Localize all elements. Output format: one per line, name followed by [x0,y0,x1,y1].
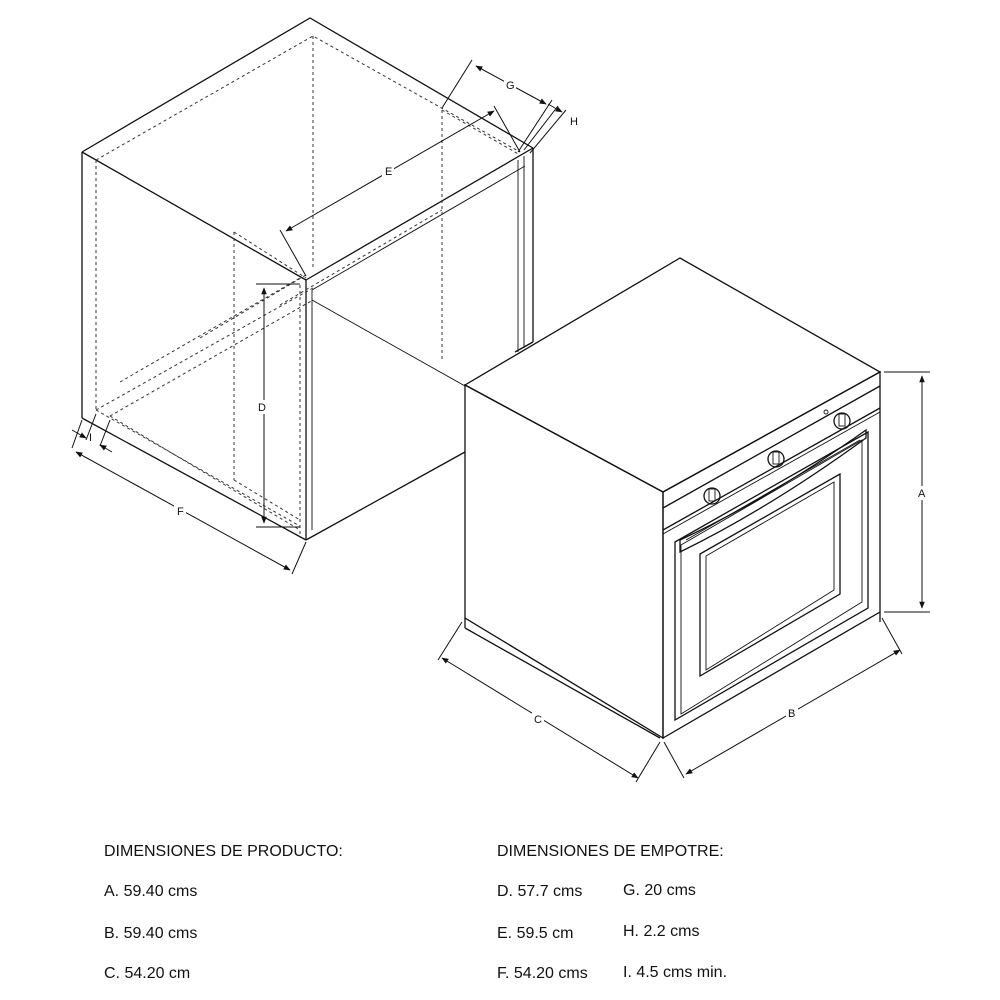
product-dimension-a: A. 59.40 cms [104,883,198,900]
product-dimensions-heading: DIMENSIONES DE PRODUCTO: [104,843,343,860]
embed-dimension-f: F. 54.20 cms [497,965,588,982]
dimension-f [72,420,306,574]
oven-door [675,432,868,720]
embed-dimension-g: G. 20 cms [623,882,696,899]
embed-dimensions-heading: DIMENSIONES DE EMPOTRE: [497,843,724,860]
product-dimension-c: C. 54.20 cm [104,965,191,982]
embed-dimension-h: H. 2.2 cms [623,923,700,940]
label-f: F [177,506,184,518]
embed-dimension-e: E. 59.5 cm [497,925,574,942]
oven-body [465,258,880,738]
label-e: E [385,166,393,178]
oven-knob [768,451,784,467]
label-d: D [258,402,266,414]
oven-knob [704,488,720,504]
dimension-g [442,60,552,152]
oven-knob [834,413,850,429]
label-c: C [534,714,542,726]
label-i: I [89,432,93,444]
label-a: A [918,488,926,500]
oven-control-panel [663,386,880,534]
indicator-light-icon [824,410,828,414]
dimension-c [438,622,660,782]
label-h: H [570,116,578,128]
embed-dimension-d: D. 57.7 cms [497,883,583,900]
label-g: G [506,80,515,92]
embed-dimension-i: I. 4.5 cms min. [623,964,728,981]
label-b: B [788,708,796,720]
product-dimension-b: B. 59.40 cms [104,925,198,942]
